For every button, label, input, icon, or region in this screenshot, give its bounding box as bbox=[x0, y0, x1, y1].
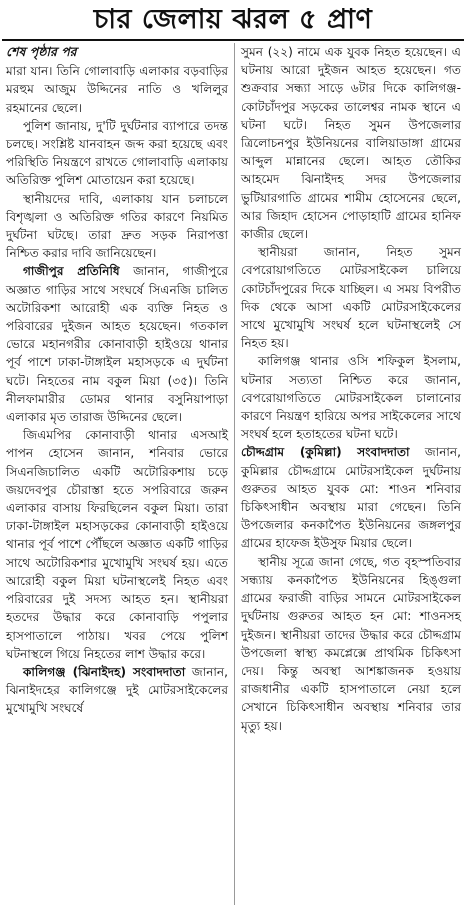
article-paragraph: মারা যান। তিনি গোলাবাড়ি এলাকার বড়বাড়ির মরহুম আজুম উদ্দিনের নাতি ও খলিলুর রহমানের ছেলে। bbox=[6, 64, 228, 115]
article-paragraph: গাজীপুর প্রতিনিধি জানান, গাজীপুরে অজ্ঞাত গাড়ির সাথে সংঘর্ষে সিএনজি চালিত অটোরিকশা আরোহী এক ব্যক্তি নিহত ও পরিবারের দুইজন আহত হয়েছেন। গতকাল ভোরে মহানগরীর কোনাবাড়ী হাইওয়ে থানার পূর্ব পাশে ঢাকা-টাঙ্গাইল মহাসড়কে এ দুর্ঘটনা ঘটে। নিহতের নাম বকুল মিয়া (৩৫)। তিনি নীলফামারীর ডোমর থানার বসুনিয়াপাড়া এলাকার মৃত তারাজ উদ্দিনের ছেলে। bbox=[6, 264, 228, 425]
right-column bbox=[241, 43, 461, 735]
article-paragraph: স্থানীয়দের দাবি, এলাকায় যান চলাচলে বিশৃঙ্খলা ও অতিরিক্ত গতির কারণে নিয়মিত দুর্ঘটনা ঘটছে। তারা দ্রুত সড়ক নিরাপত্তা নিশ্চিত করার দাবি জানিয়েছেন। bbox=[6, 191, 228, 261]
column-divider bbox=[234, 43, 235, 905]
byline-gazipur: গাজীপুর প্রতিনিধি bbox=[22, 264, 120, 279]
continued-label: শেষ পৃষ্ঠার পর bbox=[6, 44, 77, 59]
article-paragraph: জিএমপির কোনাবাড়ী থানার এসআই পাপন হোসেন জানান, শনিবার ভোরে সিএনজিচালিত একটি অটোরিকশায় চড়ে জয়দেবপুর চৌরাস্তা হতে সপরিবারে জরুন এলাকার বাসায় ফিরছিলেন বকুল মিয়া। তারা ঢাকা-টাঙ্গাইল মহাসড়কের কোনাবাড়ী হাইওয়ে থানার পূর্ব পাশে পৌঁছলে অজ্ঞাত একটি গাড়ির সাথে অটোরিকশার মুখোমুখি সংঘর্ষ হয়। এতে আরোহী বকুল মিয়া ঘটনাস্থলেই নিহত এবং পরিবারের দুই সদস্য আহত হন। স্থানীয়রা হতদের উদ্ধার করে কোনাবাড়ি পপুলার হাসপাতালে পাঠায়। খবর পেয়ে পুলিশ ঘটনাস্থলে গিয়ে নিহতের লাশ উদ্ধার করে। bbox=[6, 428, 228, 661]
article-paragraph: সুমন (২২) নামে এক যুবক নিহত হয়েছেন। এ ঘটনায় আরো দুইজন আহত হয়েছেন। গত শুক্রবার সন্ধ্যা সাড়ে ৬টার দিকে কালিগঞ্জ-কোটচাঁদপুর সড়কের তালেশ্বর নামক স্থানে এ ঘটনা ঘটে। নিহত সুমন উপজেলার ত্রিলোচনপুর ইউনিয়নের বালিয়াডাঙ্গা গ্রামের আব্দুল মান্নানের ছেলে। আহত তৌকির আহমেদ ঝিনাইদহ সদর উপজেলার ভুটিয়ারগাতি গ্রামের শামীম হোসেনের ছেলে, আর জিহাদ হোসেন পোড়াহাটি গ্রামের হানিফ কাজীর ছেলে। bbox=[241, 45, 461, 242]
byline-kaliganj: কালিগঞ্জ (ঝিনাইদহ) সংবাদদাতা bbox=[22, 664, 186, 679]
article-paragraph: পুলিশ জানায়, দু'টি দুর্ঘটনার ব্যাপারে তদন্ত চলছে। সংশ্লিষ্ট যানবাহন জব্দ করা হয়েছে এবং পরিস্থিতি নিয়ন্ত্রণে রাখতে গোলাবাড়ি এলাকায় অতিরিক্ত পুলিশ মোতায়েন করা হয়েছে। bbox=[6, 118, 228, 188]
left-column bbox=[6, 43, 228, 718]
headline-rule bbox=[2, 39, 464, 41]
article-paragraph: স্থানীয় সূত্রে জানা গেছে, গত বৃহস্পতিবার সন্ধ্যায় কনকাপৈত ইউনিয়নের হিঙ্গুলা গ্রামের ফরাজী বাড়ির সামনে মোটরসাইকেল দুর্ঘটনায় গুরুতর আহত হন মো: শাওনসহ দুইজন। স্থানীয়রা তাদের উদ্ধার করে চৌদ্দগ্রাম উপজেলা স্বাস্থ্য কমপ্লেক্সে প্রাথমিক চিকিৎসা দেয়। কিন্তু অবস্থা আশঙ্কাজনক হওয়ায় রাজধানীর একটি হাসপাতালে নেয়া হলে সেখানে চিকিৎসাধীন অবস্থায় শনিবার তার মৃত্যু হয়। bbox=[241, 554, 461, 733]
article-paragraph: কালিগঞ্জ (ঝিনাইদহ) সংবাদদাতা জানান, ঝিনাইদহের কালিগঞ্জে দুই মোটরসাইকেলের মুখোমুখি সংঘর্ষে bbox=[6, 664, 228, 716]
byline-chauddagram: চৌদ্দগ্রাম (কুমিল্লা) সংবাদদাতা bbox=[241, 445, 410, 460]
article-paragraph: কালিগঞ্জ থানার ওসি শফিকুল ইসলাম, ঘটনার সত্যতা নিশ্চিত করে জানান, বেপরোয়াগতিতে মোটরসাইকেল চালানোর কারণে নিয়ন্ত্রণ হারিয়ে অপর সাইকেলের সাথে সংঘর্ষ হলে হতাহতের ঘটনা ঘটে। bbox=[241, 354, 461, 442]
headline: চার জেলায় ঝরল ৫ প্রাণ bbox=[93, 4, 373, 35]
article-paragraph: স্থানীয়রা জানান, নিহত সুমন বেপরোয়াগতিতে মোটরসাইকেল চালিয়ে কোটচাঁদপুরের দিকে যাচ্ছিল। এ সময় বিপরীত দিক থেকে আসা একটি মোটরসাইকেলের সাথে মুখোমুখি সংঘর্ষ হলে ঘটনাস্থলেই সে নিহত হয়। bbox=[241, 245, 461, 351]
article-paragraph: চৌদ্দগ্রাম (কুমিল্লা) সংবাদদাতা জানান, কুমিল্লার চৌদ্দগ্রামে মোটরসাইকেল দুর্ঘটনায় গুরুতর আহত যুবক মো: শাওন শনিবার চিকিৎসাধীন অবস্থায় মারা গেছেন। তিনি উপজেলার কনকাপৈত ইউনিয়নের জঙ্গলপুর গ্রামের হাফেজ ইউসুফ মিয়ার ছেলে। bbox=[241, 445, 461, 551]
